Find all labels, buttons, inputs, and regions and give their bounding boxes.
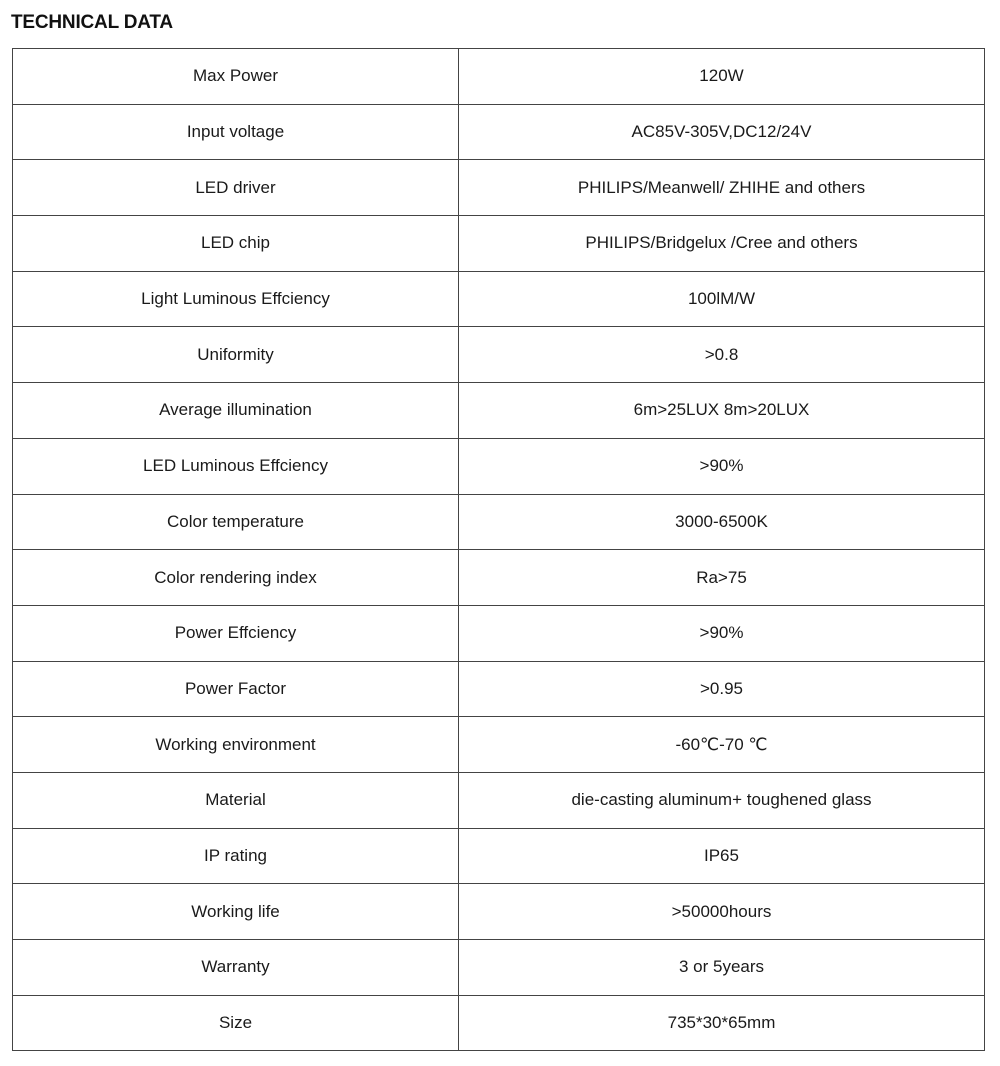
spec-value: 3000-6500K (459, 494, 985, 550)
table-row (13, 550, 985, 606)
spec-value: >0.8 (459, 327, 985, 383)
table-row (13, 216, 985, 272)
table-row (13, 438, 985, 494)
spec-value: Ra>75 (459, 550, 985, 606)
spec-label: Power Effciency (13, 605, 459, 661)
spec-label: Input voltage (13, 104, 459, 160)
technical-data-table (12, 48, 985, 1051)
spec-label: Size (13, 995, 459, 1051)
table-row (13, 49, 985, 105)
page-title: TECHNICAL DATA (11, 12, 173, 33)
table-row (13, 995, 985, 1051)
table-row (13, 104, 985, 160)
spec-value: AC85V-305V,DC12/24V (459, 104, 985, 160)
table-row (13, 828, 985, 884)
table-row (13, 772, 985, 828)
spec-label: IP rating (13, 828, 459, 884)
spec-value: 100lM/W (459, 271, 985, 327)
spec-label: Power Factor (13, 661, 459, 717)
spec-label: LED Luminous Effciency (13, 438, 459, 494)
table-row (13, 271, 985, 327)
spec-value: >90% (459, 605, 985, 661)
spec-value: >50000hours (459, 884, 985, 940)
spec-label: LED driver (13, 160, 459, 216)
table-row (13, 383, 985, 439)
spec-label: Color rendering index (13, 550, 459, 606)
spec-label: Average illumination (13, 383, 459, 439)
spec-value: 735*30*65mm (459, 995, 985, 1051)
spec-label: Working environment (13, 717, 459, 773)
spec-value: 120W (459, 49, 985, 105)
table-row (13, 884, 985, 940)
spec-label: Uniformity (13, 327, 459, 383)
table-row (13, 717, 985, 773)
spec-value: 3 or 5years (459, 940, 985, 996)
spec-label: Working life (13, 884, 459, 940)
table-row (13, 160, 985, 216)
spec-value: >0.95 (459, 661, 985, 717)
spec-label: Warranty (13, 940, 459, 996)
table-body (13, 49, 985, 1051)
spec-label: LED chip (13, 216, 459, 272)
table-row (13, 327, 985, 383)
spec-value: IP65 (459, 828, 985, 884)
table-row (13, 940, 985, 996)
table-row (13, 661, 985, 717)
spec-value: PHILIPS/Meanwell/ ZHIHE and others (459, 160, 985, 216)
spec-value: >90% (459, 438, 985, 494)
spec-value: die-casting aluminum+ toughened glass (459, 772, 985, 828)
spec-label: Color temperature (13, 494, 459, 550)
spec-label: Light Luminous Effciency (13, 271, 459, 327)
table-row (13, 605, 985, 661)
spec-value: PHILIPS/Bridgelux /Cree and others (459, 216, 985, 272)
spec-label: Max Power (13, 49, 459, 105)
spec-value: 6m>25LUX 8m>20LUX (459, 383, 985, 439)
spec-value: -60℃-70 ℃ (459, 717, 985, 773)
spec-label: Material (13, 772, 459, 828)
table-row (13, 494, 985, 550)
